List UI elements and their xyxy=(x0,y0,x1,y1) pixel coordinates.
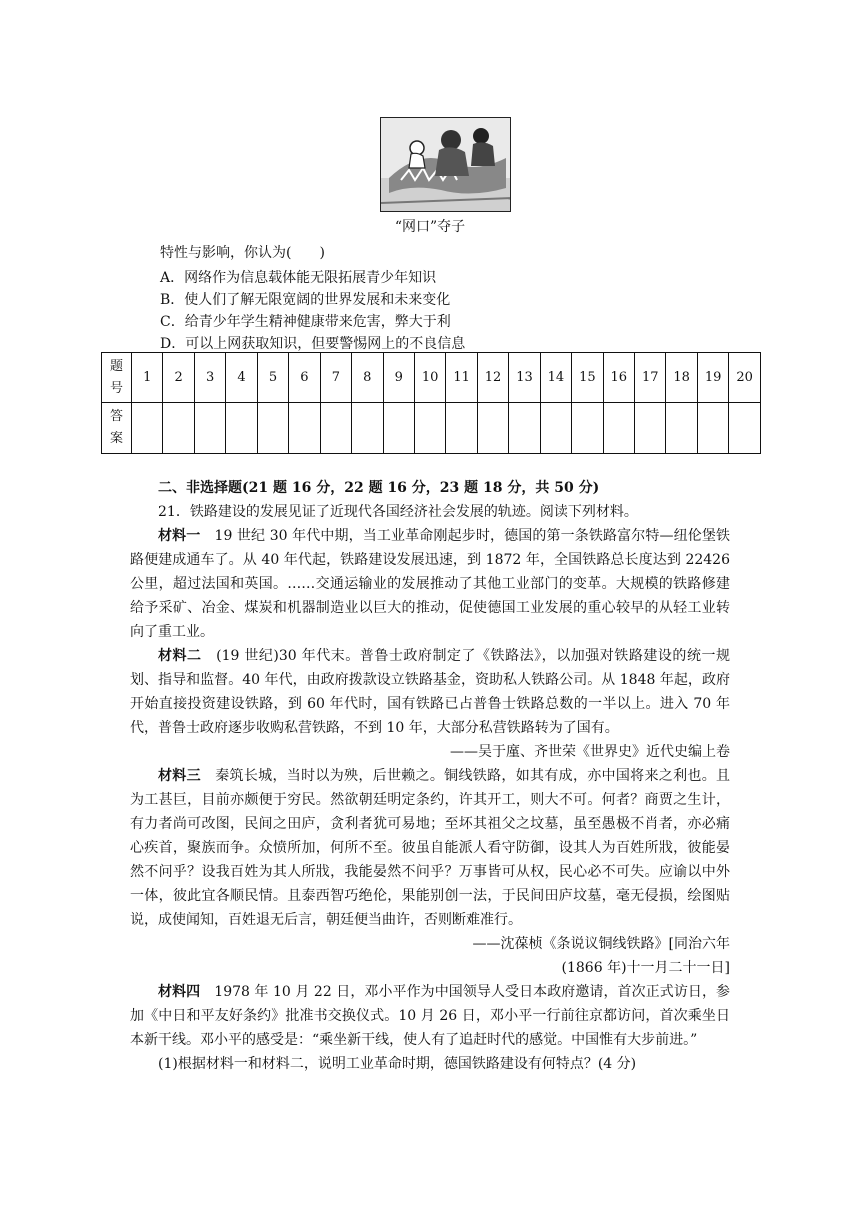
material-three-label: 材料三 xyxy=(158,768,201,784)
material-four-label: 材料四 xyxy=(158,984,201,1000)
material-two-source: ——吴于廑、齐世荣《世界史》近代史编上卷 xyxy=(450,744,730,760)
answer-cell[interactable] xyxy=(414,403,445,454)
answer-cell[interactable] xyxy=(320,403,351,454)
material-one-text: 19 世纪 30 年代中期，当工业革命刚起步时，德国的第一条铁路富尔特—纽伦堡铁路便建成通车了。从 40 年代起，铁路建设发展迅速，到 1872 年，全国铁路总长度达到 22426 公里，超过法国和英国。……交通运输业的发展推动了其他工业部门的变革。大规模的铁路修建给予采矿、冶金、煤炭和机器制造业以巨大的推动，促使德国工业发展的重心较早的从轻工业转向了重工业。 xyxy=(130,528,731,640)
answer-cell[interactable] xyxy=(509,403,540,454)
question-21-1: (1)根据材料一和材料二，说明工业革命时期，德国铁路建设有何特点？(4 分) xyxy=(158,1056,637,1072)
answer-cell[interactable] xyxy=(383,403,414,454)
number-cell: 17 xyxy=(635,353,666,403)
answer-cell[interactable] xyxy=(163,403,194,454)
answer-cell[interactable] xyxy=(729,403,761,454)
option-a: A．网络作为信息载体能无限拓展青少年知识 xyxy=(160,270,437,286)
number-cell: 12 xyxy=(477,353,508,403)
answer-cell[interactable] xyxy=(132,403,163,454)
answer-cell[interactable] xyxy=(572,403,603,454)
number-cell: 9 xyxy=(383,353,414,403)
answer-cell[interactable] xyxy=(226,403,257,454)
answer-cell[interactable] xyxy=(289,403,320,454)
number-cell: 18 xyxy=(666,353,697,403)
number-cell: 19 xyxy=(697,353,728,403)
option-b: B．使人们了解无限宽阔的世界发展和未来变化 xyxy=(160,292,451,308)
material-two-text: (19 世纪)30 年代末。普鲁士政府制定了《铁路法》，以加强对铁路建设的统一规划、指导和监督。40 年代，由政府拨款设立铁路基金，资助私人铁路公司。从 1848 年起，政府开始直接投资建设铁路，到 60 年代时，国有铁路已占普鲁士铁路总数的一半以上。进入 70 年代，普鲁士政府逐步收购私营铁路，不到 10 年，大部分私营铁路转为了国有。 xyxy=(130,648,731,736)
number-cell: 1 xyxy=(132,353,163,403)
answer-cell[interactable] xyxy=(194,403,225,454)
answer-cell[interactable] xyxy=(635,403,666,454)
answer-cell[interactable] xyxy=(603,403,634,454)
number-cell: 20 xyxy=(729,353,761,403)
row-header-number-text: 题号 xyxy=(109,358,123,396)
material-three-text: 秦筑长城，当时以为殃，后世赖之。铜线铁路，如其有成，亦中国将来之利也。且为工甚巨，目前亦颇便于穷民。然欲朝廷明定条约，许其开工，则大不可。何者？商贾之生计，有力者尚可改图，民间之田庐，贪利者犹可易地；至坏其祖父之坟墓，虽至愚极不肖者，亦必痛心疾首，聚族而争。众愤所加，何所不至。彼虽自能派人看守防御，设其人为百姓所戕，彼能晏然不问乎？设我百姓为其人所戕，我能晏然不问乎？万事皆可从权，民心必不可失。应谕以中外一体，彼此宜各顺民情。且泰西智巧绝伦，果能别创一法，于民间田庐坟墓，毫无侵损，绘图贴说，成使闻知，百姓退无后言，朝廷便当曲许，否则断难准行。 xyxy=(130,768,731,928)
number-cell: 2 xyxy=(163,353,194,403)
answer-cell[interactable] xyxy=(257,403,288,454)
answer-cell[interactable] xyxy=(352,403,383,454)
number-cell: 7 xyxy=(320,353,351,403)
row-header-answer-text: 答案 xyxy=(109,409,123,446)
number-cell: 15 xyxy=(572,353,603,403)
number-cell: 14 xyxy=(540,353,571,403)
row-header-number xyxy=(102,353,132,403)
answer-cell[interactable] xyxy=(697,403,728,454)
answer-cell[interactable] xyxy=(666,403,697,454)
row-header-answer xyxy=(102,403,132,454)
material-one-label: 材料一 xyxy=(158,528,201,544)
material-three-source-line1: ——沈葆桢《条说议铜线铁路》[同治六年 xyxy=(472,936,730,952)
material-four-text: 1978 年 10 月 22 日，邓小平作为中国领导人受日本政府邀请，首次正式访日，参加《中日和平友好条约》批准书交换仪式。10 月 26 日，邓小平一行前往京都访问，首次乘坐日本新干线。邓小平的感受是：“乘坐新干线，使人有了追赶时代的感觉。中国惟有大步前进。” xyxy=(130,984,731,1048)
material-one xyxy=(130,524,730,644)
number-cell: 3 xyxy=(194,353,225,403)
section-two xyxy=(130,476,730,1076)
answer-table xyxy=(101,352,761,454)
material-three xyxy=(130,764,730,932)
option-d: D．可以上网获取知识，但要警惕网上的不良信息 xyxy=(160,336,466,352)
section-heading: 二、非选择题(21 题 16 分，22 题 16 分，23 题 18 分，共 50 分) xyxy=(158,480,600,496)
material-four xyxy=(130,980,730,1052)
option-c: C．给青少年学生精神健康带来危害，弊大于利 xyxy=(160,314,451,330)
question-stem: 特性与影响，你认为( ) xyxy=(160,245,325,261)
cartoon-figure xyxy=(380,117,511,212)
material-three-source-line2: (1866 年)十一月二十一日] xyxy=(561,960,730,976)
cartoon-illustration xyxy=(381,118,511,212)
answer-cell[interactable] xyxy=(446,403,477,454)
number-cell: 16 xyxy=(603,353,634,403)
number-cell: 13 xyxy=(509,353,540,403)
question-number-row xyxy=(102,353,761,403)
number-cell: 10 xyxy=(414,353,445,403)
material-two-label: 材料二 xyxy=(158,648,202,664)
answer-cell[interactable] xyxy=(540,403,571,454)
number-cell: 5 xyxy=(257,353,288,403)
number-cell: 11 xyxy=(446,353,477,403)
figure-caption: “网口”夺子 xyxy=(394,219,466,235)
number-cell: 8 xyxy=(352,353,383,403)
number-cell: 4 xyxy=(226,353,257,403)
answer-row xyxy=(102,403,761,454)
number-cell: 6 xyxy=(289,353,320,403)
q21-intro: 21．铁路建设的发展见证了近现代各国经济社会发展的轨迹。阅读下列材料。 xyxy=(158,504,638,520)
answer-cell[interactable] xyxy=(477,403,508,454)
material-two xyxy=(130,644,730,740)
